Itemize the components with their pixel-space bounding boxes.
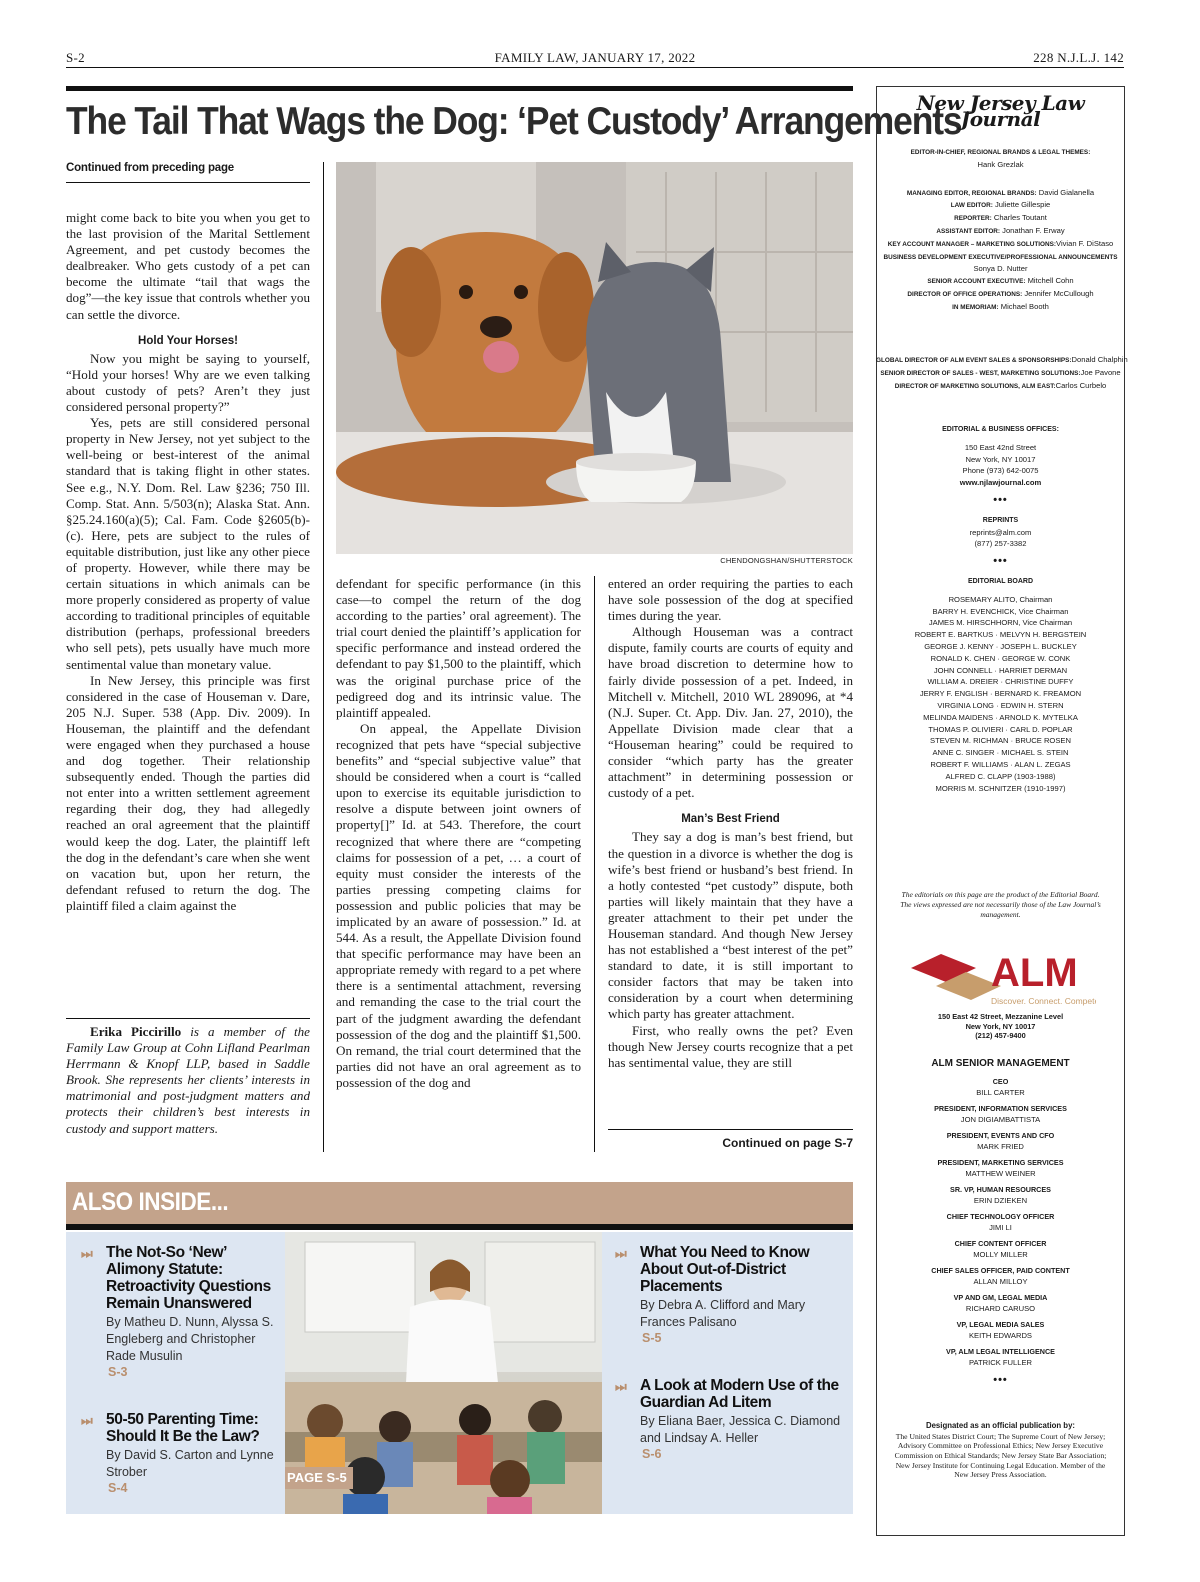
page-header [66,50,1124,68]
alm-wordmark: ALM [990,951,1078,995]
paragraph: They say a dog is man’s best friend, but the question in a divorce is whether the dog is wife’s best friend or husband’s best friend. In a hotly contested “pet custody” dispute, both parties will likely maintain that they have a greater attachment to their pet under the Houseman standard. And though New Jersey has not established a “best interest of the pet” standard to date, it is still important to consider factors that may be taken into consideration by a court when determining which party has greater attachment. [608,829,853,1022]
item-byline: By Eliana Baer, Jessica C. Diamond and Lindsay A. Heller [640,1414,841,1445]
name: JON DIGIAMBATTISTA [960,1115,1041,1124]
name: Michael Booth [1000,301,1049,311]
mgmt-title: ALM SENIOR MANAGEMENT [931,1058,1070,1069]
njlj-logo: New Jersey Law Journal [916,91,1085,131]
board-member: ANNE C. SINGER · MICHAEL S. STEIN [932,748,1069,758]
role: PRESIDENT, MARKETING SERVICES [937,1158,1064,1167]
item-title: A Look at Modern Use of the Guardian Ad Litem [640,1377,839,1411]
role: CEO [992,1077,1009,1086]
author-bio [66,1024,310,1137]
role: LAW EDITOR: [950,202,993,210]
alm-tagline: Discover. Connect. Compete. [990,996,1096,1006]
role: CHIEF SALES OFFICER, PAID CONTENT [931,1266,1070,1275]
name: Sonya D. Nutter [973,264,1028,274]
website-link[interactable]: www.njlawjournal.com [959,478,1042,488]
designated-title: Designated as an official publication by: [925,1421,1076,1430]
role: DIRECTOR OF OFFICE OPERATIONS: [907,290,1023,298]
also-inside-title: ALSO INSIDE... [72,1188,229,1216]
article-column-3 [608,576,853,1071]
masthead-offices [876,424,1125,794]
role: SENIOR DIRECTOR OF SALES - WEST, MARKETING SOLUTIONS: [880,369,1081,377]
role: VP, LEGAL MEDIA SALES [956,1320,1045,1329]
role: CHIEF TECHNOLOGY OFFICER [946,1212,1055,1221]
role: KEY ACCOUNT MANAGER – MARKETING SOLUTIONS: [887,240,1057,248]
address: 150 East 42nd Street [964,442,1037,452]
alm-address [876,1012,1125,1041]
author-name: Erika Piccirillo [90,1024,182,1039]
separator: ••• [993,1374,1008,1386]
masthead-logo [876,91,1125,131]
item-byline: By David S. Carton and Lynne Strober [106,1448,274,1479]
phone: Phone (973) 642-0075 [962,466,1039,476]
role: MANAGING EDITOR, REGIONAL BRANDS: [906,189,1037,197]
page-number: S-2 [66,50,85,65]
name: David Gialanella [1038,187,1095,197]
paragraph: In New Jersey, this principle was first considered in the case of Houseman v. Dare, 205 N.J. Super. 538 (App. Div. 2009). In Houseman, the plaintiff and the defendant were engaged when they purchased a house and dog together. Their relationship subsequently ended. Though the parties did not enter into a written settlement agreement regarding their dog, they had allegedly reached an oral agreement that the plaintiff would keep the dog. Later, the plaintiff left the dog in the defendant’s care when she went on vacation but, upon her return, the defendant refused to return the dog. The plaintiff filed a claim against the [66,672,310,913]
board-member: JOHN CONNELL · HARRIET DERMAN [933,665,1068,675]
phone: (877) 257-3382 [974,539,1027,549]
board-title: EDITORIAL BOARD [967,577,1034,585]
dog-cat-photo [336,162,853,554]
col1-top-rule [66,182,310,183]
alm-logo-mark [906,946,1096,1008]
address: New York, NY 10017 [965,1021,1036,1031]
board-member: MELINDA MAIDENS · ARNOLD K. MYTELKA [923,712,1078,722]
page-tag: PAGE S-5 [285,1467,353,1489]
role: GLOBAL DIRECTOR OF ALM EVENT SALES & SPONSORSHIPS: [876,357,1072,364]
name: KEITH EDWARDS [968,1331,1032,1340]
role: BUSINESS DEVELOPMENT EXECUTIVE/PROFESSIONAL ANNOUNCEMENTS [883,253,1118,261]
paragraph: defendant for specific performance (in this case—to compel the return of the dog according to the parties’ oral agreement). The trial court denied the plaintiff’s application for specific performance and instead ordered the defendant to pay $1,500 to the plaintiff, which was the original purchase price of the pedigreed dog and its intrinsic value. The plaintiff appealed. [336,576,581,720]
subhead: Hold Your Horses! [138,334,238,347]
also-inside-item[interactable] [615,1244,845,1345]
role: VP AND GM, LEGAL MEDIA [953,1293,1048,1302]
name: Hank Grezlak [977,159,1024,169]
board-member: STEVEN M. RICHMAN · BRUCE ROSEN [930,736,1071,746]
fast-forward-icon: ⏭ [615,1246,627,1261]
also-inside-rule [66,1224,853,1230]
paragraph: might come back to bite you when you get to the last provision of the Marital Settlement Agreement, and pet custody becomes the dealbreaker. Who gets custody of a pet can become the ultimate “tail that wags the dog”—the key issue that controls whether you can settle the divorce. [66,210,310,322]
fast-forward-icon: ⏭ [81,1246,93,1261]
role: VP, ALM LEGAL INTELLIGENCE [946,1347,1055,1356]
board-member: RONALD K. CHEN · GEORGE W. CONK [930,653,1071,663]
name: Joe Pavone [1080,367,1121,377]
role: IN MEMORIAM: [952,303,999,311]
designated-text: The United States District Court; The Supreme Court of New Jersey; Advisory Committee on Professional Ethics; New Jersey Executive Commission on Ethical Standards; New Jersey State Bar Association; New Jersey Institute for Continuing Legal Education. Member of the New Jersey Press Association. [894,1431,1107,1480]
author-bio-text: is a member of the Family Law Group at Cohn Lifland Pearlman Herrmann & Knopf LLP, based in Saddle Brook. She represents her clients’ interests in matrimonial and post-judgment matters and protects their children’s best interests in custody and support matters. [66,1024,310,1136]
article-column-2 [336,576,581,1091]
masthead-staff [876,146,1125,314]
item-page: S-3 [108,1365,128,1379]
header-rule [66,67,1124,68]
photo-credit: CHENDONGSHAN/SHUTTERSTOCK [720,556,853,565]
board-member: ALFRED C. CLAPP (1903-1988) [945,771,1056,781]
name: MARK FRIED [977,1142,1024,1151]
name: RICHARD CARUSO [965,1304,1036,1313]
name: Jonathan F. Erway [1002,225,1065,235]
item-page: S-4 [108,1481,128,1495]
bio-rule [66,1018,310,1019]
role: PRESIDENT, EVENTS AND CFO [946,1131,1055,1140]
paragraph: Yes, pets are still considered personal property in New Jersey, not yet subject to the well-being or best-interest of the animal standard that is taking flight in other states. See e.g., N.Y. Dom. Rel. Law §236; 750 Ill. Comp. Stat. Ann. 5/503(n); Alaska Stat. Ann. §25.24.160(a)(5); Cal. Fam. Code §2605(b)-(c). Here, pets are subject to the rules of equitable distribution, just like any other piece of property. However, while there may be certain situations in which animals can be more properly considered as property of value according to traditional principles of equitable distribution (perhaps, professional breeders who sell pets), pets usually have much more sentimental value than monetary value. [66,415,310,672]
role: CHIEF CONTENT OFFICER [954,1239,1047,1248]
role: ASSISTANT EDITOR: [936,227,1001,235]
name: Donald Chalphin [1071,355,1128,364]
role: DIRECTOR OF MARKETING SOLUTIONS, ALM EAST: [894,382,1056,390]
address: New York, NY 10017 [965,454,1036,464]
continued-from: Continued from preceding page [66,162,234,174]
item-page: S-5 [642,1331,662,1345]
board-member: ROBERT F. WILLIAMS · ALAN L. ZEGAS [930,759,1071,769]
name: MATTHEW WEINER [965,1169,1036,1178]
name: MOLLY MILLER [973,1250,1028,1259]
role: EDITOR-IN-CHIEF, REGIONAL BRANDS & LEGAL THEMES: [910,149,1091,156]
masthead-sales [876,354,1128,392]
role: SR. VP, HUMAN RESOURCES [950,1185,1051,1194]
editorial-disclaimer: The editorials on this page are the product of the Editorial Board. The views expressed are not necessarily those of the Law Journal’s management. [900,890,1101,919]
name: BILL CARTER [976,1088,1025,1097]
role: REPORTER: [954,215,992,223]
offices-title: EDITORIAL & BUSINESS OFFICES: [942,426,1059,433]
designated-publication [876,1420,1125,1480]
item-title: What You Need to Know About Out-of-District Placements [640,1244,810,1295]
board-member: ROBERT E. BARTKUS · MELVYN H. BERGSTEIN [914,630,1087,640]
alm-logo [876,946,1125,1012]
paragraph: Now you might be saying to yourself, “Hold your horses! Why are we even talking about custody of pets? Aren’t they just considered personal property?” [66,350,310,415]
alm-management [876,1058,1125,1390]
fast-forward-icon: ⏭ [81,1413,93,1428]
name: JIMI LI [989,1223,1012,1232]
reprints-email[interactable]: reprints@alm.com [969,527,1032,537]
name: Vivian F. DiStaso [1056,238,1114,248]
paragraph: On appeal, the Appellate Division recognized that pets have “special subjective benefits” and “special subjective value” that should be considered when a court is “called upon to exercise its equitable jurisdiction to resolve a dispute between joint owners of property[]” Id. at 543. Therefore, the court recognized that where there are “competing claims for possession of a pet, … a court of equity must consider the interests of the parties pressing competing claims for possession and public policies that may be implicated by an aware of possession.” Id. at 544. As a result, the Appellate Division found that specific performance may have been an appropriate remedy with regard to a pet where there is a sentimental attachment, reversing and remanding the case to the trial court the part of the judgment awarding the defendant possession of the dog and the plaintiff $1,500. On remand, the trial court determined that the parties did not have an oral agreement as to possession of the dog and [336,720,581,1090]
separator: ••• [993,493,1008,506]
name: Juliette Gillespie [994,200,1051,210]
name: Jennifer McCullough [1024,288,1094,298]
board-member: THOMAS P. OLIVIERI · CARL D. POPLAR [928,724,1073,734]
paragraph: First, who really owns the pet? Even though New Jersey courts recognize that a pet has sentimental value, they are still [608,1022,853,1070]
role: SENIOR ACCOUNT EXECUTIVE: [927,278,1026,286]
name: PATRICK FULLER [968,1358,1032,1367]
separator: ••• [993,555,1008,568]
column-divider [323,162,324,1152]
reprints-title: REPRINTS [982,516,1019,524]
board-member: JERRY F. ENGLISH · BERNARD K. FREAMON [919,689,1082,699]
item-title: 50-50 Parenting Time: Should It Be the Law? [106,1411,260,1445]
section-date: FAMILY LAW, JANUARY 17, 2022 [494,50,696,65]
paragraph: entered an order requiring the parties to each have sole possession of the dog at specified times during the year. [608,576,853,624]
also-inside-item[interactable] [615,1377,845,1461]
role: PRESIDENT, INFORMATION SERVICES [934,1104,1067,1113]
headline-rule [66,86,853,91]
subhead: Man’s Best Friend [681,813,780,826]
name: Charles Toutant [993,213,1047,223]
board-member: JAMES M. HIRSCHHORN, Vice Chairman [928,618,1073,628]
name: ERIN DZIEKEN [973,1196,1028,1205]
column-divider [594,576,595,1152]
item-byline: By Debra A. Clifford and Mary Frances Palisano [640,1298,806,1329]
board-member: WILLIAM A. DREIER · CHRISTINE DUFFY [927,677,1074,687]
also-inside-item[interactable] [81,1411,276,1495]
name: ALLAN MILLOY [973,1277,1028,1286]
article-headline: The Tail That Wags the Dog: ‘Pet Custody’ Arrangements [66,100,962,143]
name: Mitchell Cohn [1027,276,1074,286]
fast-forward-icon: ⏭ [615,1379,627,1394]
also-inside-item[interactable] [81,1244,276,1379]
item-page: S-6 [642,1447,662,1461]
article-column-1 [66,210,310,914]
continued-on: Continued on page S-7 [722,1136,853,1150]
continued-rule [608,1129,853,1130]
board-member: VIRGINIA LONG · EDWIN H. STERN [937,700,1064,710]
name: Carlos Curbelo [1055,380,1107,390]
phone: (212) 457-9400 [975,1031,1026,1041]
paragraph: Although Houseman was a contract dispute, family courts are courts of equity and have broad discretion to determine how to fairly divide possession of a pet. Indeed, in Mitchell v. Mitchell, 2010 WL 289096, at *4 (N.J. Super. Ct. App. Div. Jan. 27, 2010), the Appellate Division made clear that a “Houseman hearing” could be required to consider “which party has the greater attachment” in determining possession or custody of a pet. [608,624,853,801]
address: 150 East 42 Street, Mezzanine Level [937,1012,1064,1021]
dog-cat-illustration [336,162,853,554]
board-member: BARRY H. EVENCHICK, Vice Chairman [932,606,1069,616]
board-member: ROSEMARY ALITO, Chairman [948,594,1053,604]
board-member: MORRIS M. SCHNITZER (1910-1997) [935,783,1066,793]
item-title: The Not-So ‘New’ Alimony Statute: Retroactivity Questions Remain Unanswered [106,1244,271,1312]
citation: 228 N.J.L.J. 142 [1033,50,1124,65]
board-member: GEORGE J. KENNY · JOSEPH L. BUCKLEY [924,641,1077,651]
item-byline: By Matheu D. Nunn, Alyssa S. Engleberg and Christopher Rade Musulin [106,1315,274,1363]
